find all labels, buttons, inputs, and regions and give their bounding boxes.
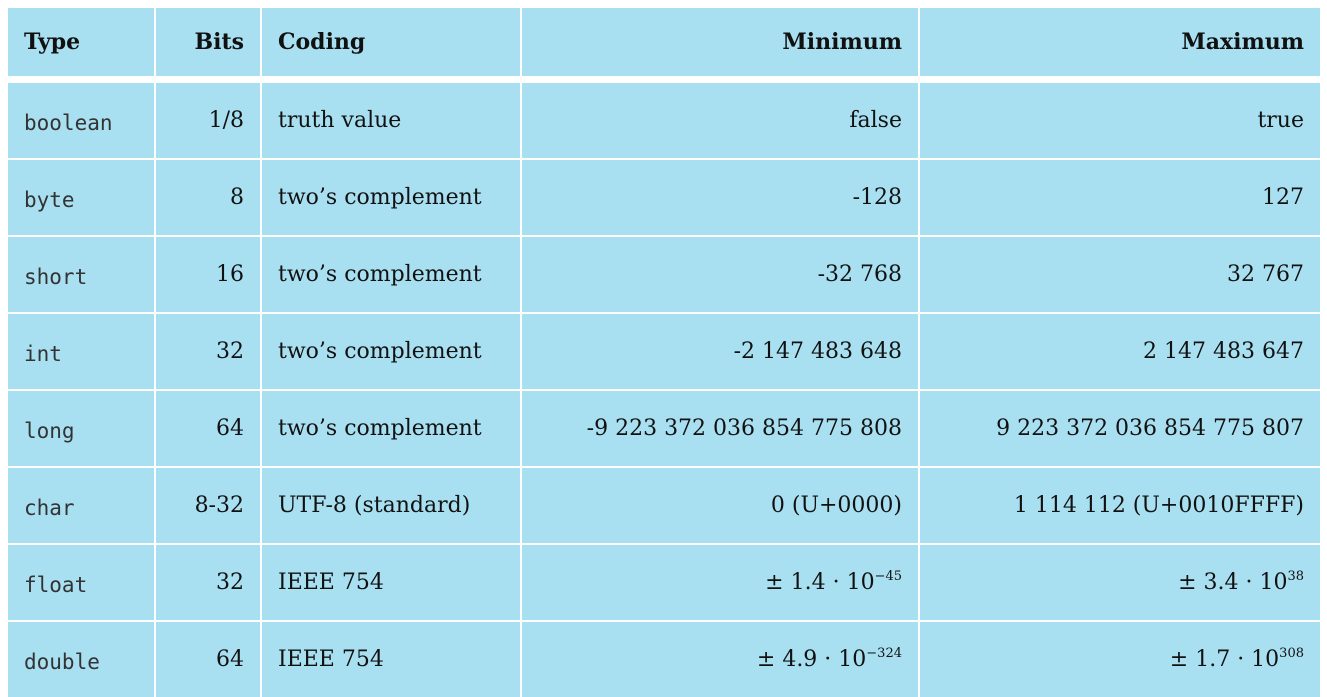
table-row bbox=[8, 390, 1320, 467]
bits-cell: 64 bbox=[155, 621, 261, 697]
maximum-cell bbox=[919, 313, 1320, 390]
minimum-value: ± 4.9 · 10 bbox=[757, 647, 866, 672]
header-minimum: Minimum bbox=[521, 8, 919, 80]
maximum-cell bbox=[919, 467, 1320, 544]
table-row bbox=[8, 236, 1320, 313]
type-cell: short bbox=[8, 236, 155, 313]
maximum-value: 9 223 372 036 854 775 807 bbox=[996, 416, 1304, 441]
header-bits: Bits bbox=[155, 8, 261, 80]
primitive-types-table-container bbox=[8, 8, 1320, 697]
minimum-cell bbox=[521, 544, 919, 621]
maximum-cell bbox=[919, 80, 1320, 160]
primitive-types-table bbox=[8, 8, 1320, 697]
bits-cell: 1/8 bbox=[155, 80, 261, 160]
minimum-value: -128 bbox=[853, 185, 902, 210]
maximum-cell bbox=[919, 621, 1320, 697]
header-row bbox=[8, 8, 1320, 80]
maximum-value: 32 767 bbox=[1227, 262, 1304, 287]
minimum-exponent: −324 bbox=[866, 646, 902, 661]
table-row bbox=[8, 80, 1320, 160]
maximum-value: 2 147 483 647 bbox=[1143, 339, 1304, 364]
coding-cell: two’s complement bbox=[261, 236, 521, 313]
type-cell: byte bbox=[8, 159, 155, 236]
bits-cell: 16 bbox=[155, 236, 261, 313]
maximum-cell bbox=[919, 544, 1320, 621]
coding-cell: IEEE 754 bbox=[261, 621, 521, 697]
coding-cell: IEEE 754 bbox=[261, 544, 521, 621]
table-body bbox=[8, 80, 1320, 697]
maximum-value: 1 114 112 (U+0010FFFF) bbox=[1014, 493, 1304, 518]
header-maximum: Maximum bbox=[919, 8, 1320, 80]
maximum-value: ± 3.4 · 10 bbox=[1178, 570, 1287, 595]
maximum-value: true bbox=[1257, 108, 1304, 133]
header-type: Type bbox=[8, 8, 155, 80]
table-row bbox=[8, 313, 1320, 390]
coding-cell: UTF-8 (standard) bbox=[261, 467, 521, 544]
maximum-exponent: 38 bbox=[1287, 569, 1304, 584]
minimum-value: ± 1.4 · 10 bbox=[765, 570, 874, 595]
table-row bbox=[8, 621, 1320, 697]
minimum-value: -9 223 372 036 854 775 808 bbox=[587, 416, 902, 441]
type-cell: double bbox=[8, 621, 155, 697]
bits-cell: 64 bbox=[155, 390, 261, 467]
bits-cell: 8-32 bbox=[155, 467, 261, 544]
type-cell: long bbox=[8, 390, 155, 467]
header-coding: Coding bbox=[261, 8, 521, 80]
bits-cell: 8 bbox=[155, 159, 261, 236]
minimum-cell bbox=[521, 390, 919, 467]
maximum-exponent: 308 bbox=[1279, 646, 1304, 661]
table-header bbox=[8, 8, 1320, 80]
maximum-cell bbox=[919, 159, 1320, 236]
coding-cell: two’s complement bbox=[261, 390, 521, 467]
maximum-value: 127 bbox=[1262, 185, 1304, 210]
coding-cell: two’s complement bbox=[261, 159, 521, 236]
maximum-value: ± 1.7 · 10 bbox=[1170, 647, 1279, 672]
bits-cell: 32 bbox=[155, 313, 261, 390]
minimum-cell bbox=[521, 80, 919, 160]
minimum-value: 0 (U+0000) bbox=[771, 493, 902, 518]
minimum-value: -32 768 bbox=[818, 262, 902, 287]
minimum-cell bbox=[521, 159, 919, 236]
type-cell: float bbox=[8, 544, 155, 621]
minimum-value: false bbox=[849, 108, 902, 133]
minimum-cell bbox=[521, 236, 919, 313]
type-cell: boolean bbox=[8, 80, 155, 160]
coding-cell: two’s complement bbox=[261, 313, 521, 390]
bits-cell: 32 bbox=[155, 544, 261, 621]
minimum-exponent: −45 bbox=[875, 569, 902, 584]
coding-cell: truth value bbox=[261, 80, 521, 160]
table-row bbox=[8, 159, 1320, 236]
type-cell: int bbox=[8, 313, 155, 390]
maximum-cell bbox=[919, 236, 1320, 313]
table-row bbox=[8, 467, 1320, 544]
minimum-cell bbox=[521, 621, 919, 697]
maximum-cell bbox=[919, 390, 1320, 467]
minimum-cell bbox=[521, 467, 919, 544]
type-cell: char bbox=[8, 467, 155, 544]
table-row bbox=[8, 544, 1320, 621]
minimum-cell bbox=[521, 313, 919, 390]
minimum-value: -2 147 483 648 bbox=[734, 339, 902, 364]
